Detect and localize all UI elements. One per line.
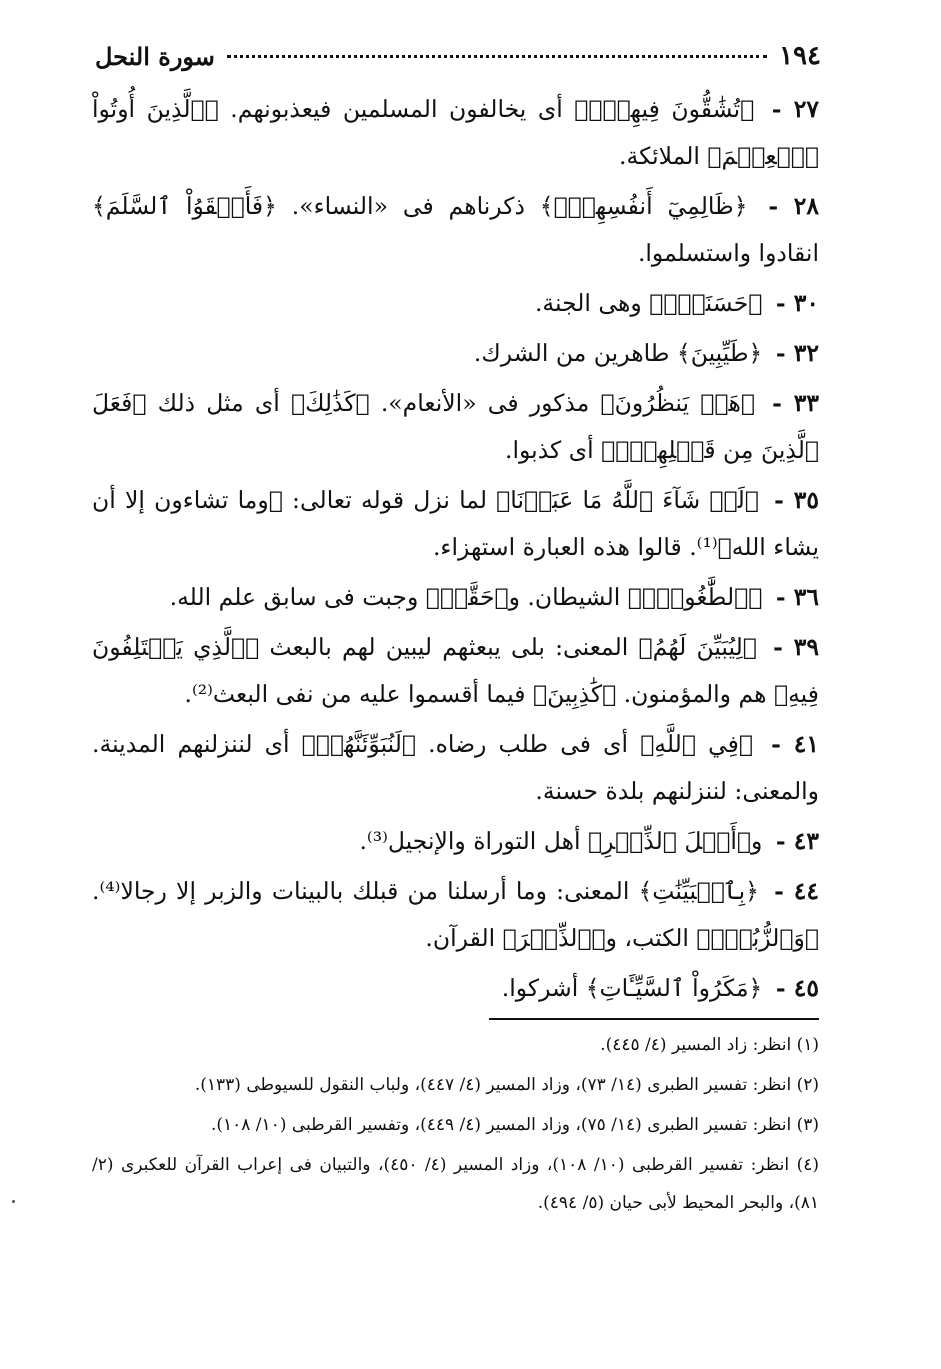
- entry-text: ﴿فِي ٱللَّهِ﴾ أى فى طلب رضاه. ﴿لَنُبَوِّئَنَّهُمۡ﴾ أى لننزلنهم المدينة. والمعنى: لننزلنهم بلدة حسنة.: [92, 730, 819, 805]
- entry-text: ﴿لَوۡ شَآءَ ٱللَّهُ مَا عَبَدۡنَا﴾ لما نزل قوله تعالى: ﴿وما تشاءون إلا أن يشاء الله﴾⁽¹⁾. قالوا هذه العبارة استهزاء.: [92, 486, 819, 561]
- verse-number: ٤٤ -: [774, 877, 819, 905]
- entry-41: [92, 721, 819, 815]
- entry-text: ﴿بِٱلۡبَيِّنَٰتِ﴾ المعنى: وما أرسلنا من قبلك بالبينات والزبر إلا رجالا⁽⁴⁾. ﴿وَٱلزُّبُرِۗ﴾ الكتب، و﴿ٱلذِّكۡرَ﴾ القرآن.: [92, 877, 819, 952]
- entry-36: [92, 574, 819, 621]
- footnote-3: (٣) انظر: تفسير الطبرى (١٤/ ٧٥)، وزاد المسير (٤/ ٤٤٩)، وتفسير القرطبى (١٠/ ١٠٨).: [210, 1115, 819, 1135]
- tafsir-entries: [92, 86, 819, 1015]
- entry-text: ﴿طَيِّبِينَ﴾ طاهرين من الشرك.: [473, 339, 763, 367]
- verse-number: ٣٦ -: [775, 583, 819, 611]
- entry-text: ﴿ٱلطَّٰغُوتَۖ﴾ الشيطان. و﴿حَقَّتۡ﴾ وجبت فى سابق علم الله.: [169, 583, 763, 611]
- footnote-2: (٢) انظر: تفسير الطبرى (١٤/ ٧٣)، وزاد المسير (٤/ ٤٤٧)، ولباب النقول للسيوطى (١٣٣).: [194, 1075, 819, 1095]
- entry-45: [92, 965, 819, 1012]
- page-number: ١٩٤: [779, 41, 821, 71]
- verse-number: ٤١ -: [771, 730, 819, 758]
- entry-43: [92, 818, 819, 865]
- entry-30: [92, 280, 819, 327]
- surah-title: سورة النحل: [95, 41, 215, 71]
- footnote-separator: [489, 1018, 819, 1020]
- entry-44: [92, 868, 819, 962]
- entry-text: ﴿تُشَٰقُّونَ فِيهِمۡۚ﴾ أى يخالفون المسلمين فيعذبونهم. ﴿ٱلَّذِينَ أُوتُواْ ٱلۡعِلۡمَ﴾ الملائكة.: [92, 95, 819, 170]
- verse-number: ٣٠ -: [775, 289, 819, 317]
- verse-number: ٣٥ -: [774, 486, 819, 514]
- page-header: [95, 36, 821, 76]
- verse-number: ٢٧ -: [771, 95, 819, 123]
- entry-33: [92, 380, 819, 474]
- entry-35: [92, 477, 819, 571]
- entry-28: [92, 183, 819, 277]
- footnote-4: (٤) انظر: تفسير القرطبى (١٠/ ١٠٨)، وزاد المسير (٤/ ٤٥٠)، والتبيان فى إعراب القرآن للعكبرى (٢/ ٨١)، والبحر المحيط لأبى حيان (٥/ ٤٩٤).: [92, 1155, 819, 1213]
- scan-speck: [12, 1200, 15, 1203]
- verse-number: ٤٣ -: [775, 827, 819, 855]
- footnotes: [92, 1026, 819, 1224]
- entry-text: ﴿هَلۡ يَنظُرُونَ﴾ مذكور فى «الأنعام». ﴿كَذَٰلِكَ﴾ أى مثل ذلك ﴿فَعَلَ ٱلَّذِينَ مِن قَبۡلِهِمۡۚ﴾ أى كذبوا.: [92, 389, 819, 464]
- verse-number: ٣٩ -: [773, 633, 819, 661]
- entry-text: ﴿حَسَنَةٞۚ﴾ وهى الجنة.: [534, 289, 763, 317]
- entry-39: [92, 624, 819, 718]
- verse-number: ٣٣ -: [772, 389, 819, 417]
- entry-text: ﴿ظَالِمِيٓ أَنفُسِهِمۡۖ﴾ ذكرناهم فى «النساء». ﴿فَأَلۡقَوُاْ ٱلسَّلَمَ﴾ انقادوا واستسلموا.: [92, 192, 819, 267]
- verse-number: ٤٥ -: [775, 974, 819, 1002]
- entry-text: ﴿مَكَرُواْ ٱلسَّيِّـَٔاتِ﴾ أشركوا.: [501, 974, 763, 1002]
- entry-text: ﴿لِيُبَيِّنَ لَهُمُ﴾ المعنى: بلى يبعثهم ليبين لهم بالبعث ﴿ٱلَّذِي يَخۡتَلِفُونَ فِيهِ﴾ هم والمؤمنون. ﴿كَٰذِبِينَ﴾ فيما أقسموا عليه من نفى البعث⁽²⁾.: [92, 633, 819, 708]
- footnote-1: (١) انظر: زاد المسير (٤/ ٤٤٥).: [600, 1035, 819, 1055]
- verse-number: ٢٨ -: [768, 192, 819, 220]
- header-dotted-leader: [227, 55, 767, 58]
- verse-number: ٣٢ -: [775, 339, 819, 367]
- entry-32: [92, 330, 819, 377]
- entry-27: [92, 86, 819, 180]
- entry-text: و﴿أَهۡلَ ٱلذِّكۡرِ﴾ أهل التوراة والإنجيل⁽³⁾.: [359, 827, 763, 855]
